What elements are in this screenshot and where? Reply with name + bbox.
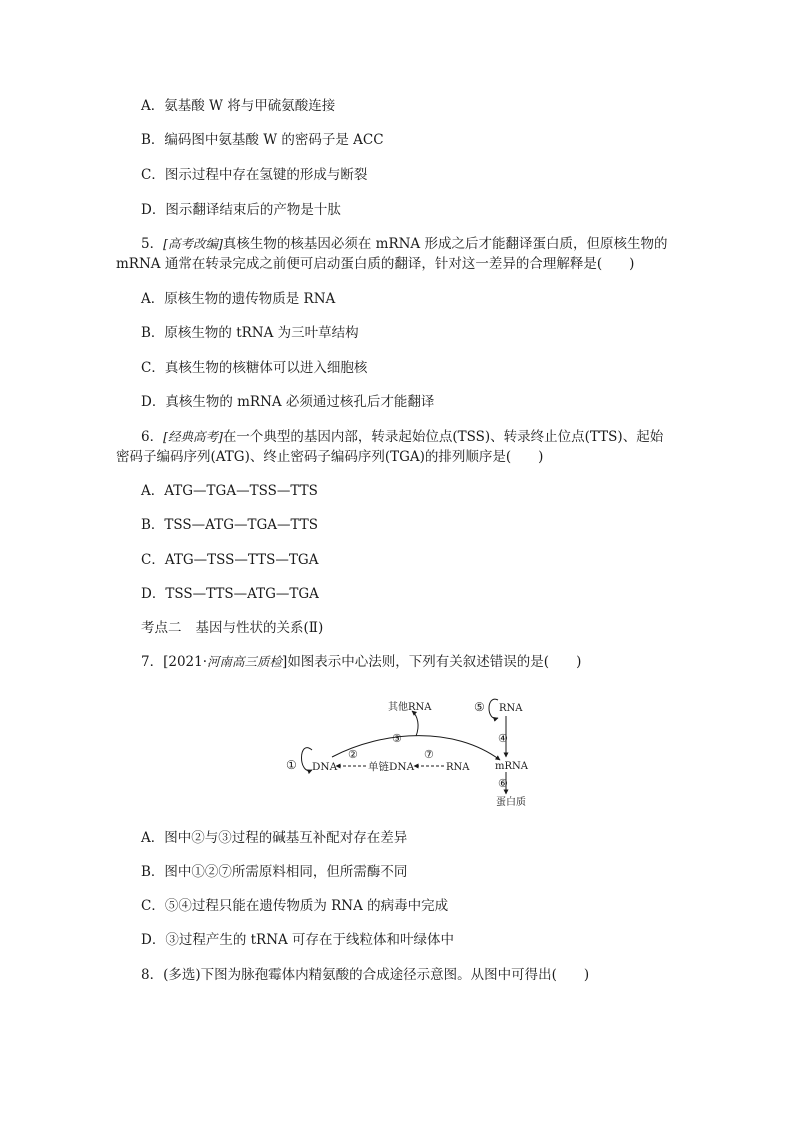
q6-number: 6． (141, 429, 164, 445)
label-single-dna: 单链DNA (368, 761, 415, 773)
central-dogma-diagram (284, 690, 544, 810)
q6-stem-text: 在一个典型的基因内部，转录起始位点(TSS)、转录终止位点(TTS)、起始 (222, 429, 664, 445)
q4-option-a: A．氨基酸 W 将与甲硫氨酸连接 (141, 98, 336, 114)
label-n4: ④ (498, 732, 508, 745)
q7-stem (141, 653, 581, 671)
replication-loop-arrow (302, 748, 313, 771)
label-n2: ② (348, 748, 358, 761)
q5-option-a: A．原核生物的遗传物质是 RNA (141, 291, 336, 307)
q7-source-year: [2021· (163, 654, 208, 670)
section-label: 考点二 (141, 620, 182, 636)
q7-source-tag: 河南高三质检 (207, 654, 283, 669)
q5-stem-line2: mRNA 通常在转录完成之前便可启动蛋白质的翻译，针对这一差异的合理解释是( ) (116, 256, 635, 272)
label-n5: ⑤ (474, 700, 485, 714)
q7-source-close: ] (282, 654, 288, 670)
q5-stem-line1 (141, 235, 667, 253)
label-n7: ⑦ (424, 748, 434, 761)
q6-tag: [经典高考] (163, 429, 223, 444)
q5-stem-text: 真核生物的核基因必须在 mRNA 形成之后才能翻译蛋白质，但原核生物的 (222, 236, 668, 252)
label-rna-right: RNA (446, 762, 470, 773)
q4-option-d: D．图示翻译结束后的产物是十肽 (141, 202, 341, 218)
q5-tag: [高考改编] (163, 236, 223, 251)
label-rna-top: RNA (499, 703, 523, 714)
q4-option-c: C．图示过程中存在氢键的形成与断裂 (141, 167, 368, 183)
section-heading (141, 619, 323, 637)
label-mrna: mRNA (495, 761, 528, 772)
q7-option-b: B．图中①②⑦所需原料相同，但所需酶不同 (141, 864, 408, 880)
q7-option-d: D．③过程产生的 tRNA 可存在于线粒体和叶绿体中 (141, 932, 455, 948)
q5-option-b: B．原核生物的 tRNA 为三叶草结构 (141, 325, 359, 341)
label-n1: ① (286, 758, 297, 772)
q6-stem-line2: 密码子编码序列(ATG)、终止密码子编码序列(TGA)的排列顺序是( ) (116, 449, 544, 465)
q5-number: 5． (141, 236, 164, 252)
q7-number: 7． (141, 654, 164, 670)
q7-option-a: A．图中②与③过程的碱基互补配对存在差异 (141, 830, 408, 846)
q6-option-c: C．ATG—TSS—TTS—TGA (141, 552, 319, 568)
q6-stem-line1 (141, 428, 663, 446)
section-title: 基因与性状的关系(Ⅱ) (195, 620, 324, 636)
q6-option-b: B．TSS—ATG—TGA—TTS (141, 517, 319, 533)
label-n6: ⑥ (498, 777, 508, 790)
label-protein: 蛋白质 (496, 797, 526, 808)
q8-stem: 8．(多选)下图为脉孢霉体内精氨酸的合成途径示意图。从图中可得出( ) (141, 967, 590, 983)
rna-replication-loop-arrow (489, 699, 498, 718)
q5-option-c: C．真核生物的核糖体可以进入细胞核 (141, 360, 368, 376)
q5-option-d: D．真核生物的 mRNA 必须通过核孔后才能翻译 (141, 394, 435, 410)
q6-option-a: A．ATG—TGA—TSS—TTS (141, 483, 318, 499)
label-dna: DNA (312, 761, 338, 773)
label-other-rna: 其他RNA (388, 702, 432, 713)
q7-stem-text: 如图表示中心法则，下列有关叙述错误的是( ) (287, 654, 582, 670)
other-rna-branch-arrow (412, 711, 418, 736)
q6-option-d: D．TSS—TTS—ATG—TGA (141, 586, 319, 602)
label-n3: ③ (392, 732, 402, 745)
q7-option-c: C．⑤④过程只能在遗传物质为 RNA 的病毒中完成 (141, 898, 449, 914)
q4-option-b: B．编码图中氨基酸 W 的密码子是 ACC (141, 132, 384, 148)
